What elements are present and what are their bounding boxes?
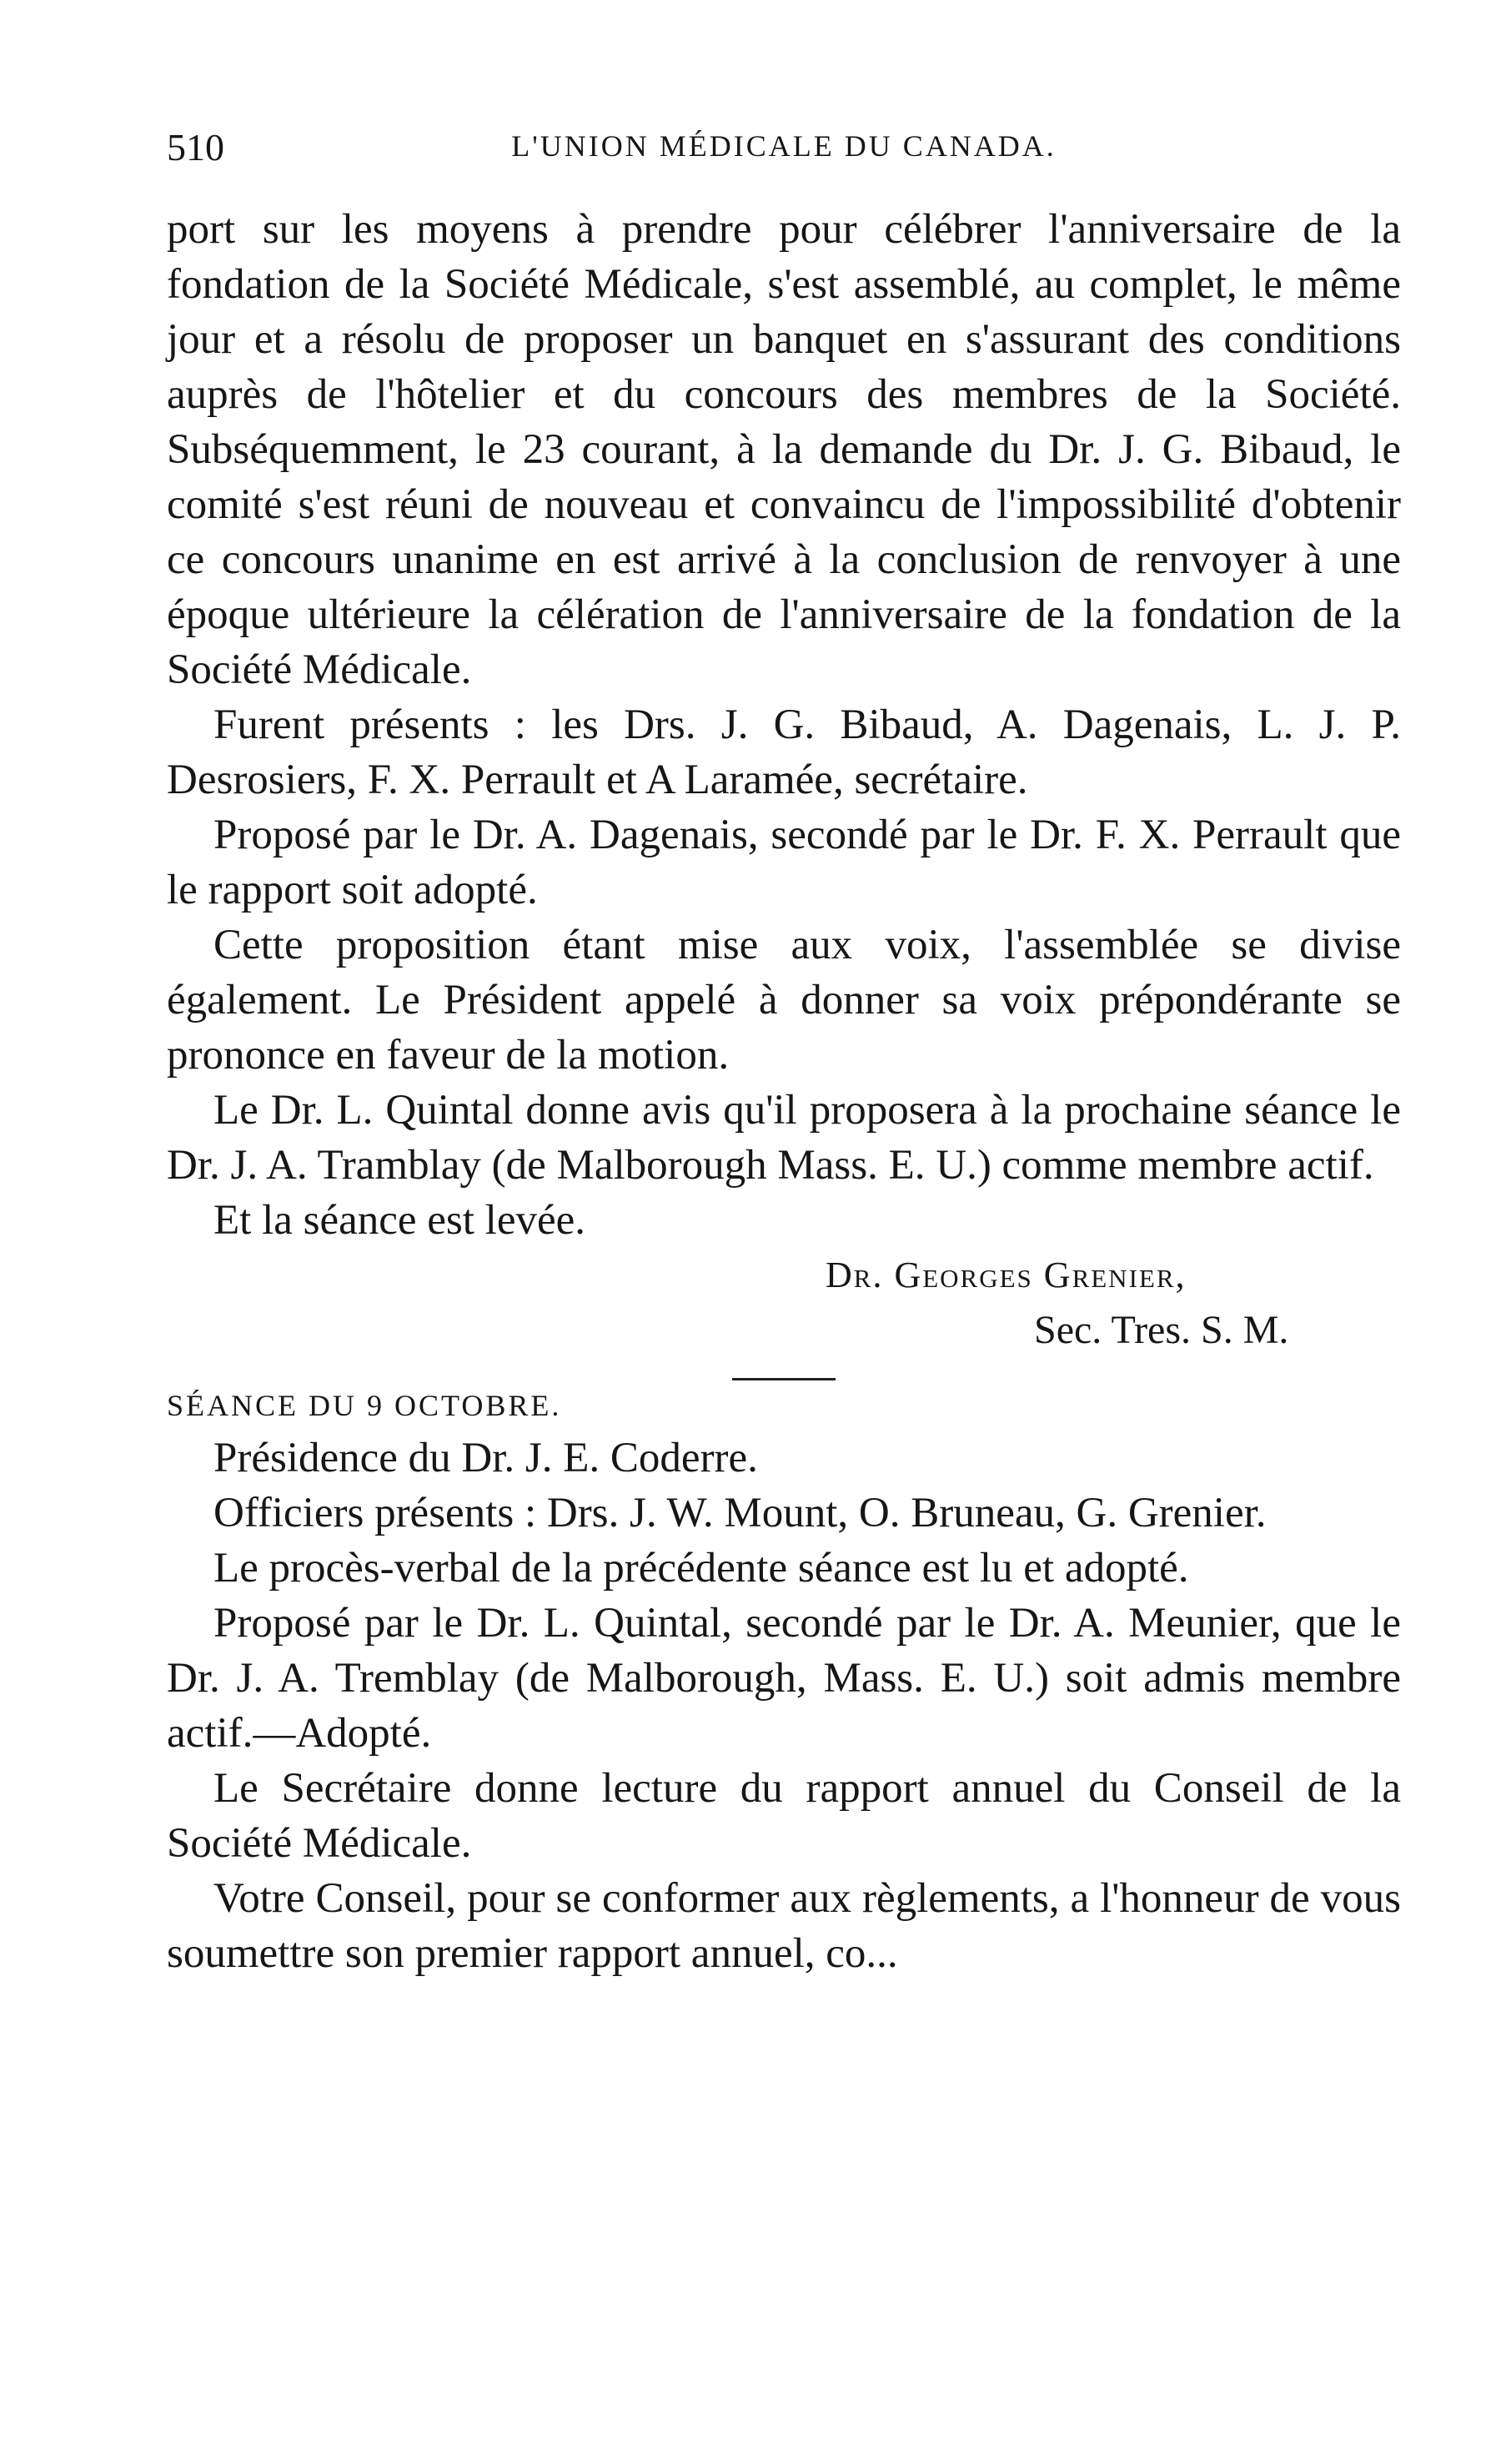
paragraph: Le procès-verbal de la précédente séance est lu et adopté. xyxy=(213,1545,1189,1592)
paragraph: Furent présents : les Drs. J. G. Bibaud, A. Dagenais, L. J. P. Desrosiers, F. X. Perrault et A Laramée, secrétaire. xyxy=(167,701,1401,803)
paragraph: Proposé par le Dr. L. Quintal, secondé par le Dr. A. Meunier, que le Dr. J. A. Tremblay (de Malborough, Mass. E. U.) soit admis membre actif.—Adopté. xyxy=(167,1600,1401,1757)
paragraph: Et la séance est levée. xyxy=(213,1197,586,1244)
section-heading: SÉANCE DU 9 OCTOBRE. xyxy=(167,1389,562,1422)
signature-title: Sec. Tres. S. M. xyxy=(1034,1308,1289,1352)
body-text xyxy=(167,202,1401,1981)
signature-name: Dr. Georges Grenier, xyxy=(826,1255,1187,1295)
page-number: 510 xyxy=(167,126,224,168)
paragraph: Votre Conseil, pour se conformer aux règlements, a l'honneur de vous soumettre son premier rapport annuel, co... xyxy=(167,1875,1401,1977)
paragraph: Officiers présents : Drs. J. W. Mount, O. Bruneau, G. Grenier. xyxy=(213,1490,1267,1536)
paragraph: port sur les moyens à prendre pour célébrer l'anniversaire de la fondation de la Société Médicale, s'est assemblé, au complet, le même jour et a résolu de proposer un banquet en s'assurant des conditions auprès de l'hôtelier et du concours des membres de la Société. Subséquemment, le 23 courant, à la demande du Dr. J. G. Bibaud, le comité s'est réuni de nouveau et convaincu de l'impossibilité d'obtenir ce concours unanime en est arrivé à la conclusion de renvoyer à une époque ultérieure la célération de l'anniversaire de la fondation de la Société Médicale. xyxy=(167,206,1401,693)
paragraph: Le Secrétaire donne lecture du rapport annuel du Conseil de la Société Médicale. xyxy=(167,1765,1401,1867)
running-head xyxy=(167,125,1401,184)
paragraph: Présidence du Dr. J. E. Coderre. xyxy=(213,1435,758,1481)
paragraph: Cette proposition étant mise aux voix, l'assemblée se divise également. Le Président appelé à donner sa voix prépondérante se prononce en faveur de la motion. xyxy=(167,922,1401,1079)
journal-title: L'UNION MÉDICALE DU CANADA. xyxy=(511,129,1057,163)
paragraph: Le Dr. L. Quintal donne avis qu'il proposera à la prochaine séance le Dr. J. A. Tramblay (de Malborough Mass. E. U.) comme membre actif. xyxy=(167,1087,1401,1189)
document-page xyxy=(167,125,1401,1981)
paragraph: Proposé par le Dr. A. Dagenais, secondé par le Dr. F. X. Perrault que le rapport soit adopté. xyxy=(167,812,1401,913)
